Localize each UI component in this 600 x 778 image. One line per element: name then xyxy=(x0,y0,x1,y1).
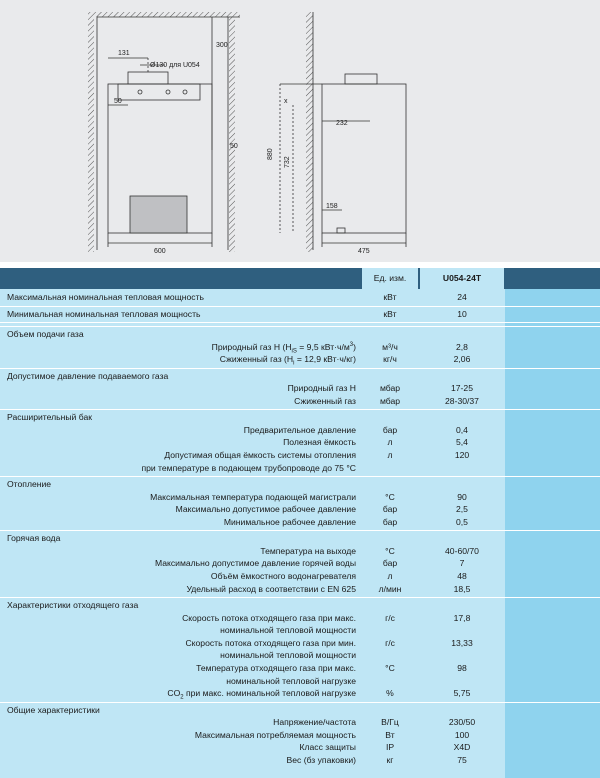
spec-label: Максимальная температура подающей магистрали xyxy=(150,491,356,502)
dim-880: 880 xyxy=(267,148,274,160)
section-divider xyxy=(0,368,600,369)
row-divider xyxy=(0,322,600,323)
spec-label: Вес (бз упаковки) xyxy=(286,755,356,765)
header-model: U054-24T xyxy=(420,268,504,289)
spec-label: Температура отходящего газа при макс. xyxy=(196,663,356,673)
spec-unit: бар xyxy=(382,504,398,515)
section-title: Горячая вода xyxy=(7,533,61,544)
dim-131: 131 xyxy=(118,50,130,57)
section-divider xyxy=(0,530,600,531)
spec-unit: бар xyxy=(382,558,398,569)
spec-label: Природный газ H xyxy=(287,383,356,394)
left-wall-hatch xyxy=(88,17,94,252)
spec-value: 18,5 xyxy=(453,583,471,594)
dimension-drawing xyxy=(0,0,600,262)
spec-unit: °C xyxy=(385,491,395,502)
section-title: Общие характеристики xyxy=(7,704,100,715)
spec-label: Скорость потока отходящего газа при макс. xyxy=(182,612,356,623)
spec-label: Полезная ёмкость xyxy=(283,437,356,448)
spec-label: $CO_2$ при макс. номинальной тепловой нагрузке xyxy=(167,688,356,701)
spec-value: 120 xyxy=(454,450,470,460)
spec-unit: л xyxy=(387,571,393,581)
spec-label: Допустимая общая ёмкость системы отопления xyxy=(164,450,356,460)
spec-value: 5,4 xyxy=(456,437,468,448)
ceiling-hatch xyxy=(88,12,240,17)
dim-130: Ø130 для U054 xyxy=(150,62,200,69)
spec-unit: мбар xyxy=(379,395,401,406)
section-title: Объем подачи газа xyxy=(7,329,84,340)
section-divider xyxy=(0,326,600,327)
spec-unit: бар xyxy=(382,516,398,527)
section-divider xyxy=(0,409,600,410)
spec-label: Сжиженный газ xyxy=(294,395,356,406)
row-divider xyxy=(0,306,600,307)
dim-300: 300 xyxy=(216,42,228,49)
right-wall-hatch xyxy=(229,17,235,252)
section-title: Расширительный бак xyxy=(7,412,92,423)
dim-732: 732 xyxy=(284,156,291,168)
mount-bracket xyxy=(118,84,200,100)
spec-value: 75 xyxy=(457,755,467,765)
spec-unit: % xyxy=(386,688,394,699)
spec-unit: кВт xyxy=(383,308,397,319)
side-view xyxy=(280,12,406,252)
spec-label: Минимальное рабочее давление xyxy=(223,516,356,527)
drawing-svg xyxy=(0,0,600,262)
spec-label: Класс защиты xyxy=(299,742,356,753)
spec-header xyxy=(0,268,600,289)
spec-label: номинальной тепловой мощности xyxy=(220,650,356,661)
spec-label: Максимально допустимое давление горячей воды xyxy=(154,558,356,569)
spec-unit: IP xyxy=(385,742,395,753)
spec-unit: °C xyxy=(385,663,395,673)
spec-table xyxy=(0,268,600,778)
spec-value: 48 xyxy=(457,571,467,581)
spec-value: 0,4 xyxy=(456,424,468,435)
spec-unit: В/Гц xyxy=(381,717,399,728)
dim-475: 475 xyxy=(358,248,370,255)
spec-unit: г/с xyxy=(385,637,395,648)
dim-x: x xyxy=(284,98,288,105)
spec-unit: л xyxy=(387,450,393,460)
spec-label: Максимально допустимое рабочее давление xyxy=(175,504,356,515)
dim-158: 158 xyxy=(326,203,338,210)
spec-unit: кг xyxy=(386,755,394,765)
spec-value: 5,75 xyxy=(453,688,471,699)
dim-232: 232 xyxy=(336,120,348,127)
spec-unit: кг/ч xyxy=(383,354,397,365)
section-divider xyxy=(0,476,600,477)
spec-label: Скорость потока отходящего газа при мин. xyxy=(185,637,356,648)
spec-unit: м³/ч xyxy=(382,341,398,352)
spec-value: 13,33 xyxy=(451,637,473,648)
boiler-panel xyxy=(130,196,187,233)
spec-label: номинальной тепловой мощности xyxy=(220,625,356,636)
boiler-side xyxy=(322,84,406,233)
spec-value: 24 xyxy=(457,292,467,302)
spec-unit: Вт xyxy=(385,729,395,740)
spec-label: Максимальная номинальная тепловая мощность xyxy=(7,292,204,302)
spec-value: 98 xyxy=(457,663,467,673)
section-title: Характеристики отходящего газа xyxy=(7,600,139,611)
spec-unit: л/мин xyxy=(378,583,402,594)
spec-value: 0,5 xyxy=(456,516,468,527)
spec-value: 17,8 xyxy=(453,612,471,623)
section-title: Отопление xyxy=(7,479,52,490)
spec-unit: г/с xyxy=(385,612,395,623)
spec-label: Температура на выходе xyxy=(260,545,356,556)
spec-value: 2,8 xyxy=(456,341,468,352)
flue-adapter xyxy=(128,72,168,84)
spec-label: Напряжение/частота xyxy=(273,717,356,728)
spec-unit: °C xyxy=(385,545,395,556)
spec-label: Объём ёмкостного водонагревателя xyxy=(210,571,356,581)
spec-value: 90 xyxy=(457,491,467,502)
section-divider xyxy=(0,702,600,703)
spec-label: Максимальная потребляемая мощность xyxy=(194,729,356,740)
spec-label: Сжиженный газ ($H_i = 12,9$ кВт·ч/кг) xyxy=(219,354,356,367)
spec-unit: л xyxy=(387,437,393,448)
spec-value: 7 xyxy=(459,558,465,569)
dim-600: 600 xyxy=(154,248,166,255)
header-unit: Ед. изм. xyxy=(362,268,418,289)
spec-label: Природный газ H ($H_{iS} = 9,5$ $кВт\cdot ч/м^3$) xyxy=(211,341,356,355)
spec-value: 2,06 xyxy=(453,354,471,365)
side-wall-hatch xyxy=(306,12,313,252)
spec-unit: мбар xyxy=(379,383,401,394)
spec-label: Предварительное давление xyxy=(243,424,356,435)
spec-value: 100 xyxy=(454,729,470,740)
section-divider xyxy=(0,597,600,598)
spec-value: X4D xyxy=(453,742,471,753)
spec-value: 230/50 xyxy=(448,717,476,728)
spec-label: Удельный расход в соответствии с EN 625 xyxy=(186,583,356,594)
spec-unit: кВт xyxy=(383,292,397,302)
spec-unit: бар xyxy=(382,424,398,435)
spec-value: 17-25 xyxy=(451,383,473,394)
section-title: Допустимое давление подаваемого газа xyxy=(7,370,169,381)
spec-value: 2,5 xyxy=(456,504,468,515)
spec-label: номинальной тепловой нагрузке xyxy=(226,675,356,686)
spec-value: 40-60/70 xyxy=(445,545,479,556)
spec-label: при температуре в подающем трубопроводе до 75 °C xyxy=(141,462,356,473)
dim-50-right: 50 xyxy=(230,143,238,150)
side-connection xyxy=(337,228,345,233)
dim-50-left: 50 xyxy=(114,98,122,105)
spec-value: 28-30/37 xyxy=(445,395,479,406)
right-panel xyxy=(505,289,600,778)
spec-label: Минимальная номинальная тепловая мощность xyxy=(7,308,201,319)
side-flue xyxy=(345,74,377,84)
spec-value: 10 xyxy=(457,308,467,319)
